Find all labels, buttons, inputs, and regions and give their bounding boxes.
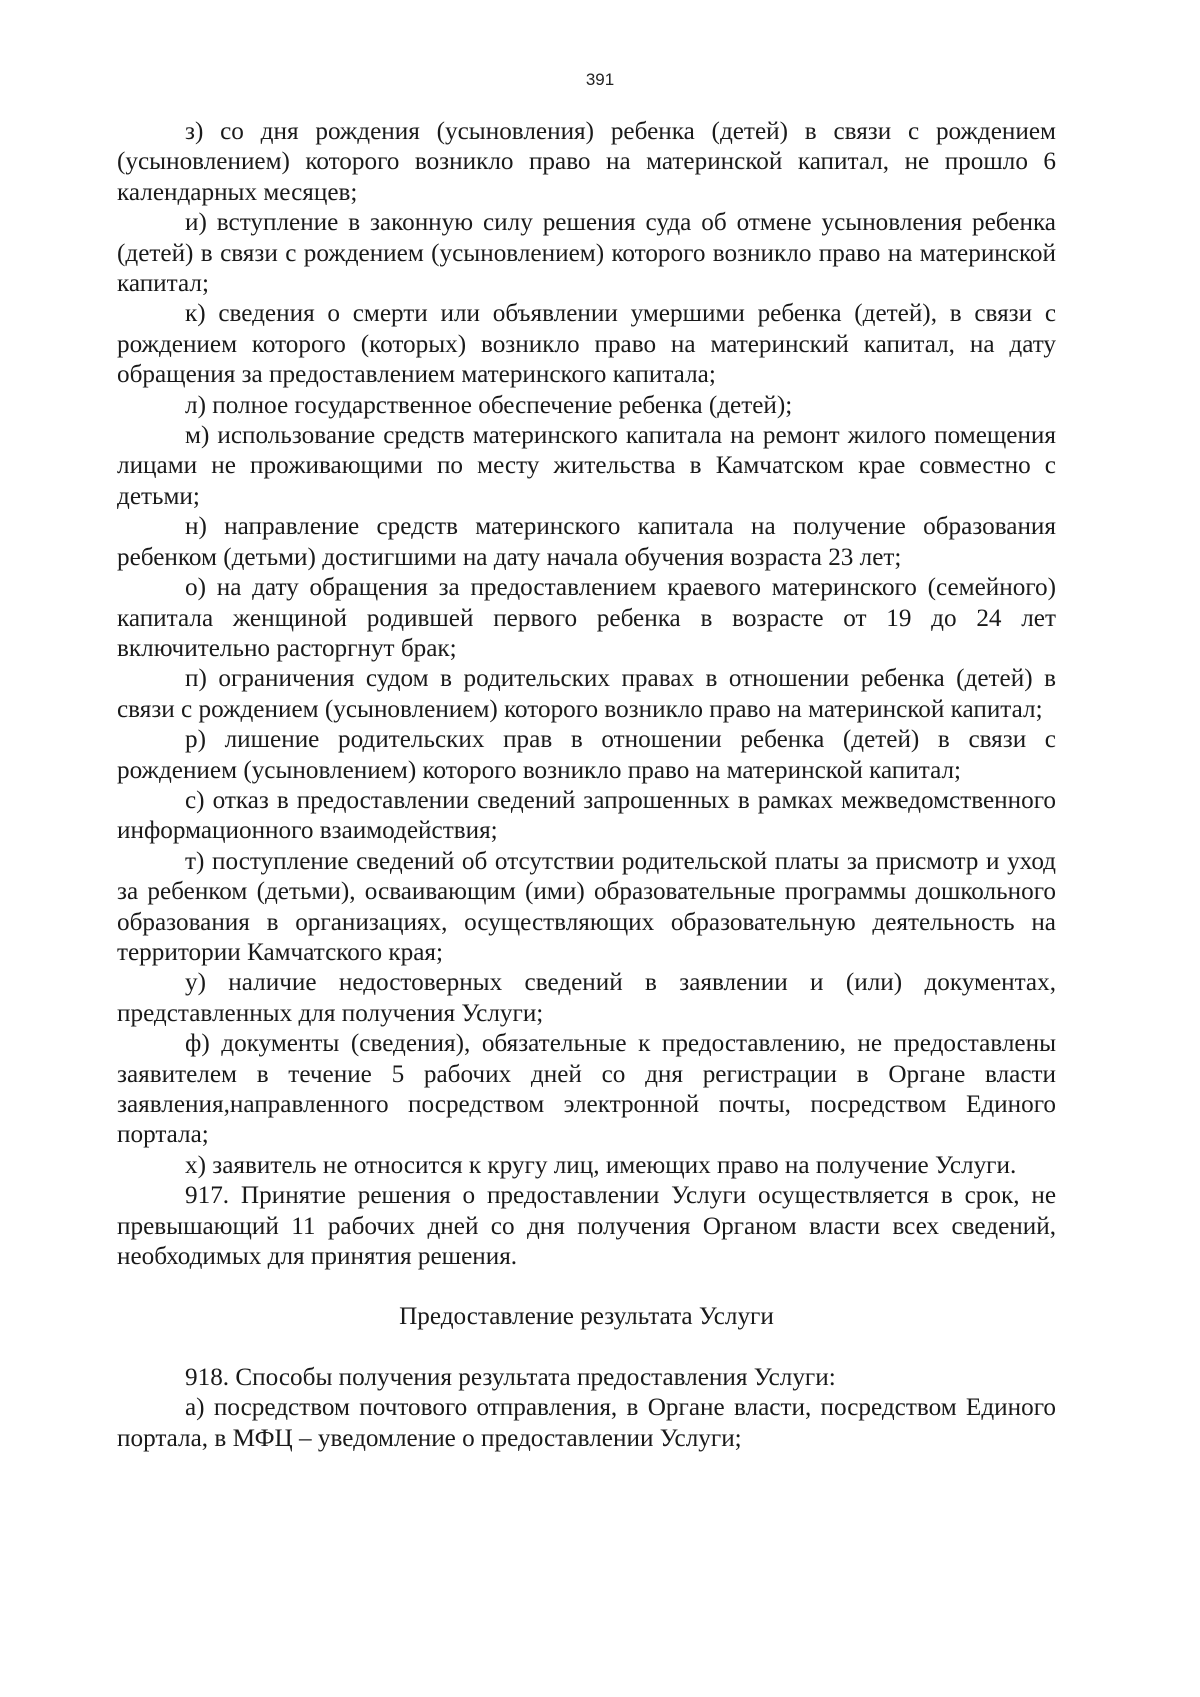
section-heading: Предоставление результата Услуги	[399, 1303, 774, 1331]
paragraph-f: ф) документы (сведения), обязательные к предоставлению, не предоставлены заявителем в течение 5 рабочих дней со дня регистрации в Органе власти заявления,направленного посредством электронной почты, посредством Единого портала;	[117, 1030, 1056, 1149]
paragraph-s: с) отказ в предоставлении сведений запрошенных в рамках межведомственного информационного взаимодействия;	[117, 786, 1056, 845]
paragraph-917: 917. Принятие решения о предоставлении Услуги осуществляется в срок, не превышающий 11 рабочих дней со дня получения Органом власти всех сведений, необходимых для принятия решения.	[117, 1182, 1056, 1271]
paragraph-i: и) вступление в законную силу решения суда об отмене усыновления ребенка (детей) в связи с рождением (усыновлением) которого возникло право на материнской капитал;	[117, 209, 1056, 298]
paragraph-u: у) наличие недостоверных сведений в заявлении и (или) документах, представленных для получения Услуги;	[117, 969, 1056, 1027]
paragraph-p: п) ограничения судом в родительских правах в отношении ребенка (детей) в связи с рождением (усыновлением) которого возникло право на материнской капитал;	[117, 665, 1056, 723]
page-number: 391	[585, 70, 615, 89]
paragraph-a: а) посредством почтового отправления, в Органе власти, посредством Единого портала, в МФЦ – уведомление о предоставлении Услуги;	[117, 1394, 1056, 1452]
paragraph-l: л) полное государственное обеспечение ребенка (детей);	[185, 391, 793, 419]
paragraph-o: о) на дату обращения за предоставлением краевого материнского (семейного) капитала женщиной родившей первого ребенка в возрасте от 19 до 24 лет включительно расторгнут брак;	[117, 574, 1056, 662]
document-body	[117, 117, 1056, 1454]
paragraph-h: х) заявитель не относится к кругу лиц, имеющих право на получение Услуги.	[185, 1151, 1017, 1179]
paragraph-r: р) лишение родительских прав в отношении ребенка (детей) в связи с рождением (усыновлением) которого возникло право на материнской капитал;	[117, 726, 1056, 784]
paragraph-k: к) сведения о смерти или объявлении умершими ребенка (детей), в связи с рождением которого (которых) возникло право на материнский капитал, на дату обращения за предоставлением материнского капитала;	[117, 300, 1056, 389]
paragraph-n: н) направление средств материнского капитала на получение образования ребенком (детьми) достигшими на дату начала обучения возраста 23 лет;	[117, 513, 1056, 571]
paragraph-918: 918. Способы получения результата предоставления Услуги:	[185, 1363, 836, 1391]
paragraph-z: з) со дня рождения (усыновления) ребенка (детей) в связи с рождением (усыновлением) которого возникло право на материнской капитал, не прошло 6 календарных месяцев;	[117, 118, 1056, 206]
paragraph-t: т) поступление сведений об отсутствии родительской платы за присмотр и уход за ребенком (детьми), осваивающим (ими) образовательные программы дошкольного образования в организациях, осуществляющих образовательную деятельность на территории Камчатского края;	[117, 847, 1056, 966]
paragraph-m: м) использование средств материнского капитала на ремонт жилого помещения лицами не проживающими по месту жительства в Камчатском крае совместно с детьми;	[117, 422, 1056, 510]
